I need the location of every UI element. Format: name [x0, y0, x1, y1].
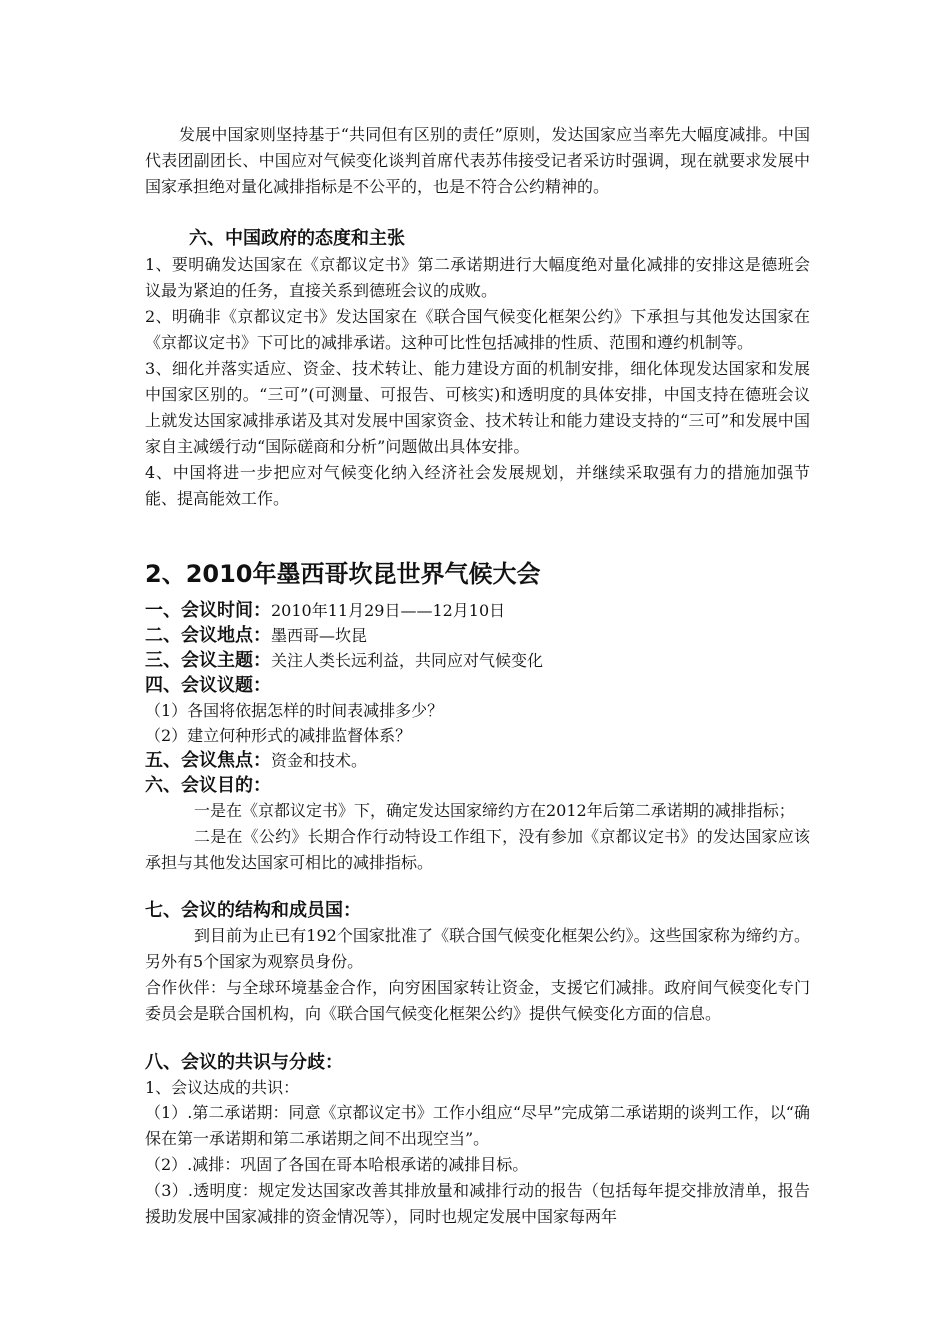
meeting-goal-item-1: 一是在《京都议定书》下，确定发达国家缔约方在2012年后第二承诺期的减排指标； [194, 801, 795, 820]
section-7-para-2: 合作伙伴：与全球环境基金合作，向穷困国家转让资金，支援它们减排。政府间气候变化专门委员会是联合国机构，向《联合国气候变化框架公约》提供气候变化方面的信息。 [145, 978, 810, 1023]
section-6-title: 六、中国政府的态度和主张 [189, 228, 405, 249]
meeting-topic-item-2: （2）建立何种形式的减排监督体系？ [145, 726, 412, 745]
meeting-info [145, 598, 810, 876]
section-6-item-1: 1、要明确发达国家在《京都议定书》第二承诺期进行大幅度绝对量化减排的安排这是德班会议最为紧迫的任务，直接关系到德班会议的成败。 [145, 255, 810, 300]
section-6-item-2: 2、明确非《京都议定书》发达国家在《联合国气候变化框架公约》下承担与其他发达国家在《京都议定书》下可比的减排承诺。这种可比性包括减排的性质、范围和遵约机制等。 [145, 307, 810, 352]
meeting-goal-item-2: 二是在《公约》长期合作行动特设工作组下，没有参加《京都议定书》的发达国家应该承担与其他发达国家可相比的减排指标。 [145, 827, 810, 872]
meeting-theme-value: 关注人类长远利益，共同应对气候变化 [271, 651, 544, 670]
section-6-item-3: 3、细化并落实适应、资金、技术转让、能力建设方面的机制安排，细化体现发达国家和发展中国家区别的。“三可”(可测量、可报告、可核实)和透明度的具体安排，中国支持在德班会议上就发达国家减排承诺及其对发展中国家资金、技术转让和能力建设支持的“三可”和发展中国家自主减缓行动“国际磋商和分析”问题做出具体安排。 [145, 359, 810, 456]
meeting-theme-label: 三、会议主题： [145, 650, 271, 671]
meeting-goal-row [145, 773, 810, 798]
section-7-title: 七、会议的结构和成员国： [145, 900, 361, 921]
section-8-title: 八、会议的共识与分歧： [145, 1052, 343, 1073]
section-8-item-1: （1）.第二承诺期：同意《京都议定书》工作小组应“尽早”完成第二承诺期的谈判工作，以“确保在第一承诺期和第二承诺期之间不出现空当”。 [145, 1103, 810, 1148]
meeting-focus-row [145, 748, 810, 773]
meeting-topic-row [145, 673, 810, 698]
meeting-theme-row [145, 648, 810, 673]
section-7-para-1: 到目前为止已有192个国家批准了《联合国气候变化框架公约》。这些国家称为缔约方。另外有5个国家为观察员身份。 [145, 926, 810, 971]
meeting-topic-item-1: （1）各国将依据怎样的时间表减排多少？ [145, 701, 444, 720]
section-7 [145, 898, 810, 1027]
section-6 [145, 226, 810, 512]
meeting-topic-label: 四、会议议题： [145, 675, 271, 696]
heading-2-section [145, 554, 810, 594]
intro-paragraph: 发展中国家则坚持基于“共同但有区别的责任”原则，发达国家应当率先大幅度减排。中国代表团副团长、中国应对气候变化谈判首席代表苏伟接受记者采访时强调，现在就要求发展中国家承担绝对量化减排指标是不公平的，也是不符合公约精神的。 [145, 125, 810, 196]
meeting-focus-value: 资金和技术。 [271, 751, 368, 770]
meeting-place-row [145, 623, 810, 648]
meeting-goal-label: 六、会议目的： [145, 775, 271, 796]
section-8-sub: 1、会议达成的共识： [145, 1078, 300, 1097]
meeting-time-label: 一、会议时间： [145, 600, 271, 621]
meeting-time-row [145, 598, 810, 623]
meeting-place-label: 二、会议地点： [145, 625, 271, 646]
meeting-focus-label: 五、会议焦点： [145, 750, 271, 771]
meeting-place-value: 墨西哥—坎昆 [271, 626, 368, 645]
section-6-item-4: 4、中国将进一步把应对气候变化纳入经济社会发展规划，并继续采取强有力的措施加强节能、提高能效工作。 [145, 463, 810, 508]
heading-2: 2、2010年墨西哥坎昆世界气候大会 [145, 560, 541, 588]
intro-section [145, 122, 810, 200]
section-8-item-2: （2）.减排：巩固了各国在哥本哈根承诺的减排目标。 [145, 1155, 529, 1174]
section-8-item-3: （3）.透明度：规定发达国家改善其排放量和减排行动的报告（包括每年提交排放清单，报告援助发展中国家减排的资金情况等），同时也规定发展中国家每两年 [145, 1181, 810, 1226]
meeting-time-value: 2010年11月29日——12月10日 [271, 601, 506, 620]
section-8 [145, 1050, 810, 1230]
